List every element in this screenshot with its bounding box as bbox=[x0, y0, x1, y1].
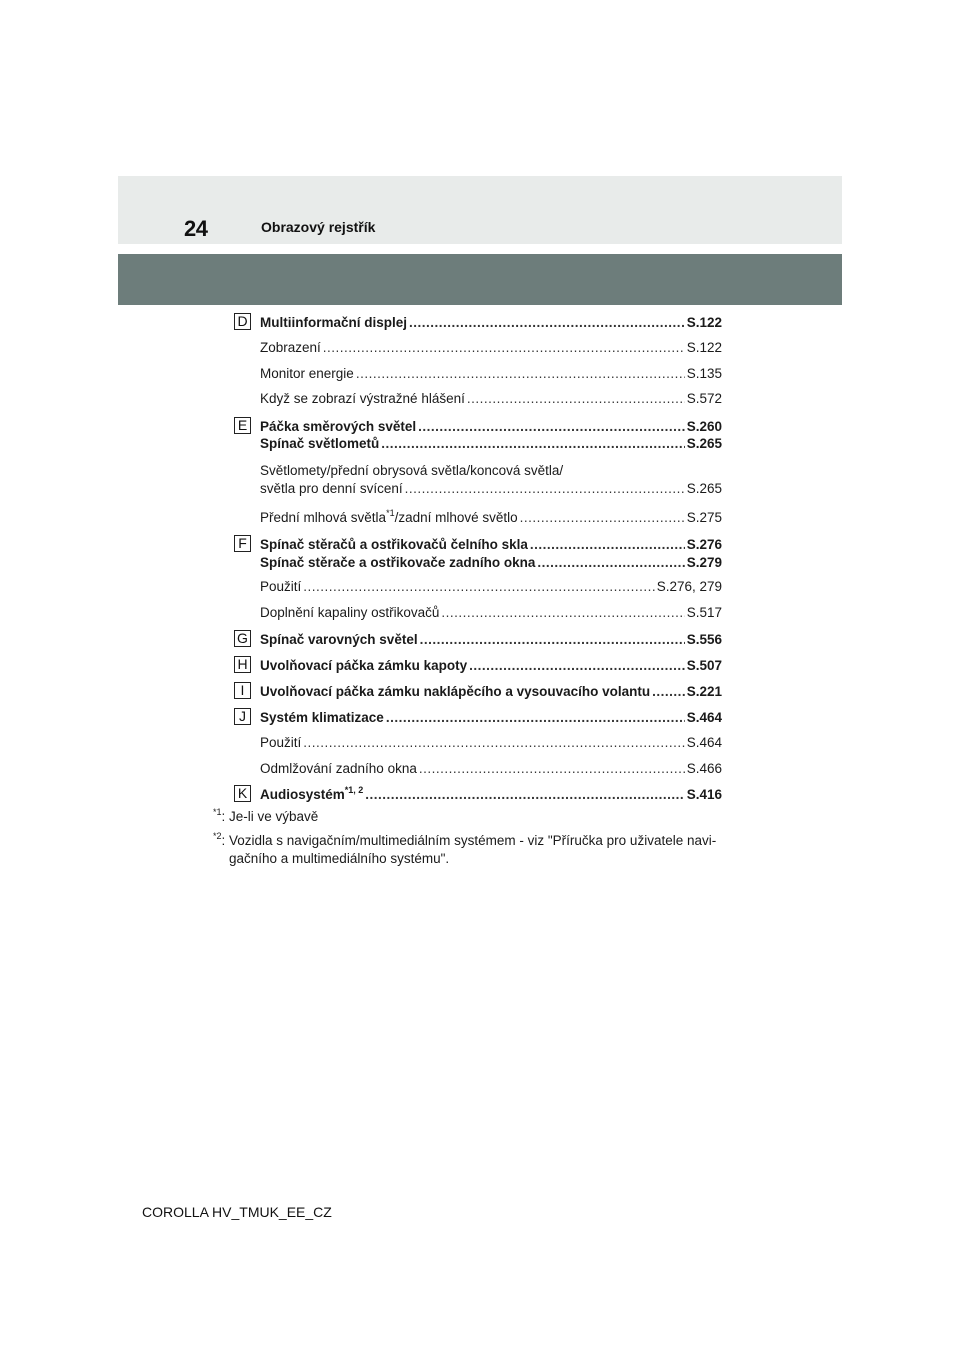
entry-pouziti-sterace[interactable] bbox=[260, 578, 722, 595]
entry-pouziti-klimatizace[interactable] bbox=[260, 734, 722, 751]
letter-box-f: F bbox=[234, 535, 251, 552]
entry-mlhova-svetla[interactable] bbox=[260, 509, 722, 526]
entry-label: Přední mlhová světla$^{*1}$/zadní mlhové světlo bbox=[260, 508, 518, 525]
entry-label: Systém klimatizace bbox=[260, 710, 384, 725]
entry-sterace-zadniho-okna[interactable] bbox=[260, 554, 722, 571]
page-ref: S.265 bbox=[686, 436, 722, 451]
footnote-ref: *1 bbox=[386, 508, 395, 518]
entry-label: světla pro denní svícení bbox=[260, 481, 403, 496]
entry-svetlomety-line1: Světlomety/přední obrysová světla/koncová světla/ bbox=[260, 463, 564, 478]
page-title: Obrazový rejstřík bbox=[261, 219, 376, 235]
entry-packa-smerovych-svetel[interactable] bbox=[260, 418, 722, 435]
entry-label: Páčka směrových světel bbox=[260, 419, 417, 434]
entry-svetla-denni-sviceni[interactable] bbox=[260, 480, 722, 497]
letter-box-e: E bbox=[234, 417, 251, 434]
footnote-2: $^{*2}$: Vozidla s navigačním/multimediálním systémem - viz "Příručka pro uživatele navi- gačního a multimediálního systému". bbox=[213, 831, 717, 866]
entry-monitor-energie[interactable] bbox=[260, 365, 722, 382]
page-ref: S.517 bbox=[686, 605, 722, 620]
document-code: COROLLA HV_TMUK_EE_CZ bbox=[142, 1204, 332, 1220]
page-ref: S.135 bbox=[686, 366, 722, 381]
entry-system-klimatizace[interactable] bbox=[260, 709, 722, 726]
page-ref: S.507 bbox=[686, 658, 722, 673]
page-ref: S.416 bbox=[686, 787, 722, 802]
page-ref: S.276 bbox=[686, 537, 722, 552]
page-ref: S.464 bbox=[686, 710, 722, 725]
page-ref: S.572 bbox=[686, 391, 722, 406]
entry-label: Spínač varovných světel bbox=[260, 632, 418, 647]
entry-label: Spínač stěrače a ostřikovače zadního okna bbox=[260, 555, 536, 570]
entry-label: Použití bbox=[260, 579, 302, 594]
page-ref: S.466 bbox=[686, 761, 722, 776]
entry-label: Monitor energie bbox=[260, 366, 354, 381]
entry-label: Když se zobrazí výstražné hlášení bbox=[260, 391, 465, 406]
page-ref: S.464 bbox=[686, 735, 722, 750]
entry-vystrazne-hlaseni[interactable] bbox=[260, 390, 722, 407]
entry-label: Uvolňovací páčka zámku naklápěcího a vysouvacího volantu bbox=[260, 684, 651, 699]
entry-label: Spínač světlometů bbox=[260, 436, 380, 451]
page-ref: S.265 bbox=[686, 481, 722, 496]
entry-varovnych-svetel[interactable] bbox=[260, 631, 722, 648]
letter-box-k: K bbox=[234, 785, 251, 802]
page-number: 24 bbox=[184, 216, 208, 241]
entry-zobrazeni[interactable] bbox=[260, 339, 722, 356]
entry-label: Audiosystém$^{*1, 2}$ bbox=[260, 785, 364, 802]
page-ref: S.276, 279 bbox=[656, 579, 722, 594]
header-bar bbox=[118, 176, 842, 244]
letter-box-g: G bbox=[234, 630, 251, 647]
entry-label: Použití bbox=[260, 735, 302, 750]
page-ref: S.122 bbox=[686, 340, 722, 355]
entry-doplneni-kapaliny[interactable] bbox=[260, 604, 722, 621]
footnote-1: $^{*1}$: Je-li ve výbavě bbox=[213, 807, 319, 824]
entry-zamek-kapoty[interactable] bbox=[260, 657, 722, 674]
section-band bbox=[118, 254, 842, 305]
entry-spinac-svetlometu[interactable] bbox=[260, 435, 722, 452]
letter-box-d: D bbox=[234, 313, 251, 330]
entry-label: Uvolňovací páčka zámku kapoty bbox=[260, 658, 468, 673]
page-ref: S.279 bbox=[686, 555, 722, 570]
entry-audiosystem[interactable] bbox=[260, 786, 722, 803]
page-ref: S.556 bbox=[686, 632, 722, 647]
entry-zamek-volantu[interactable] bbox=[260, 683, 722, 700]
footnote-ref: *1, 2 bbox=[344, 785, 364, 795]
entry-sterace-celniho-skla[interactable] bbox=[260, 536, 722, 553]
page-ref: S.275 bbox=[686, 510, 722, 525]
letter-box-i: I bbox=[234, 682, 251, 699]
page-ref: S.260 bbox=[686, 419, 722, 434]
letter-box-j: J bbox=[234, 708, 251, 725]
page-ref: S.221 bbox=[686, 684, 722, 699]
entry-label: Multiinformační displej bbox=[260, 315, 408, 330]
entry-label: Odmlžování zadního okna bbox=[260, 761, 417, 776]
letter-box-h: H bbox=[234, 656, 251, 673]
entry-label: Spínač stěračů a ostřikovačů čelního skla bbox=[260, 537, 528, 552]
entry-multiinformacni-displej[interactable] bbox=[260, 314, 722, 331]
entry-odmlzovani[interactable] bbox=[260, 760, 722, 777]
entry-label: Zobrazení bbox=[260, 340, 321, 355]
page-ref: S.122 bbox=[686, 315, 722, 330]
entry-label: Doplnění kapaliny ostřikovačů bbox=[260, 605, 440, 620]
